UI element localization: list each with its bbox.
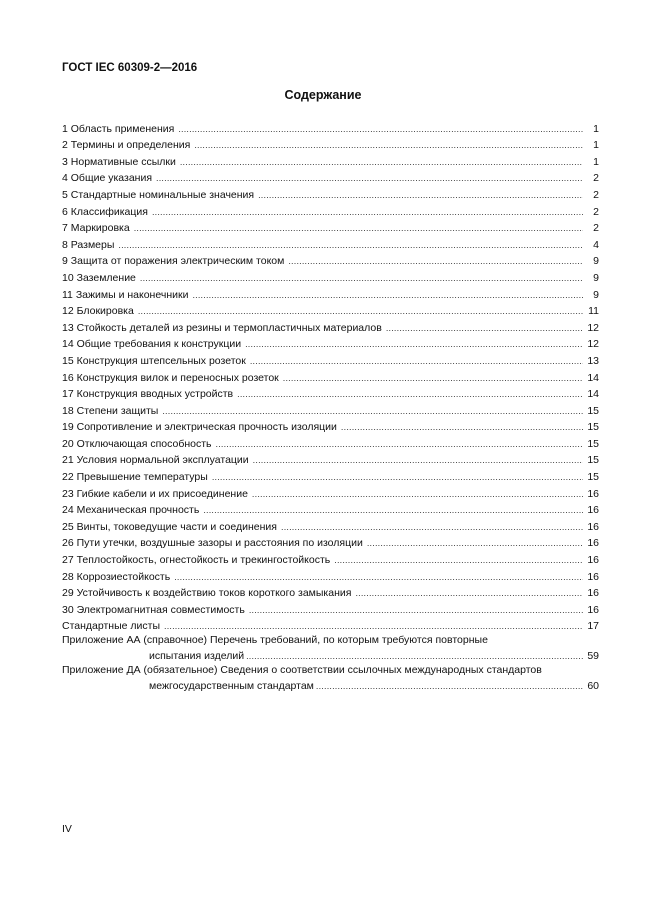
dot-leader <box>334 554 583 567</box>
toc-entry-text: Степени защиты <box>76 404 159 417</box>
toc-entry-number: 1 <box>62 122 68 135</box>
toc-entry[interactable] <box>62 550 599 567</box>
toc-entry-text: Термины и определения <box>70 139 191 152</box>
dot-leader <box>288 255 583 268</box>
toc-entry-text: Устойчивость к воздействию токов короткого замыкания <box>76 587 352 600</box>
toc-entry-title <box>62 504 201 517</box>
toc-entry[interactable] <box>62 617 599 634</box>
toc-entry-page: 9 <box>593 255 599 268</box>
toc-entry-number: 24 <box>62 504 74 517</box>
toc-entry-page: 1 <box>593 122 599 135</box>
toc-entry-number: 21 <box>62 454 74 467</box>
toc-entry-page: 2 <box>593 205 599 218</box>
toc-entry[interactable] <box>62 219 599 236</box>
toc-entry-title <box>62 289 190 302</box>
toc-entry-text: Маркировка <box>70 222 130 235</box>
dot-leader <box>203 504 583 517</box>
toc-entry-page: 12 <box>587 321 599 334</box>
annex-title-line1: Приложение ДА (обязательное) Сведения о соответствии ссылочных международных стандартов <box>62 664 542 677</box>
dot-leader <box>245 338 583 351</box>
toc-entry-text: Нормативные ссылки <box>70 155 176 168</box>
toc-annex-entry[interactable] <box>62 664 599 693</box>
dot-leader <box>212 471 583 484</box>
toc-entry-number: 20 <box>62 437 74 450</box>
toc-entry-number: 29 <box>62 587 74 600</box>
toc-entry-number: 11 <box>62 288 73 301</box>
toc-entry-title <box>62 554 332 567</box>
toc-entry-number: 18 <box>62 404 74 417</box>
dot-leader <box>367 537 583 550</box>
toc-entry-title <box>62 454 251 467</box>
annex-title-line2: испытания изделий <box>149 650 245 663</box>
toc-entry-title <box>62 388 235 401</box>
toc-entry-title <box>62 372 281 385</box>
toc-entry-text: Зажимы и наконечники <box>75 288 189 301</box>
toc-entry-text: Область применения <box>70 122 175 135</box>
toc-entry[interactable] <box>62 385 599 402</box>
toc-entry-text: Общие требования к конструкции <box>76 338 242 351</box>
toc-title: Содержание <box>284 88 362 102</box>
toc-entry[interactable] <box>62 567 599 584</box>
toc-entry-title <box>62 355 248 368</box>
toc-entry-number: 7 <box>62 222 68 235</box>
toc-entry-number: 14 <box>62 338 74 351</box>
dot-leader <box>258 189 583 202</box>
toc-entry-text: Сопротивление и электрическая прочность изоляции <box>76 421 337 434</box>
toc-entry-title <box>62 222 132 235</box>
toc-entry-title <box>62 471 210 484</box>
annex-page: 59 <box>587 650 599 663</box>
toc-entry-page: 16 <box>587 504 599 517</box>
toc-entry-title <box>62 537 365 550</box>
toc-entry-number: 23 <box>62 487 74 500</box>
dot-leader <box>138 305 583 318</box>
toc-entry-text: Теплостойкость, огнестойкость и трекингостойкость <box>76 554 331 567</box>
toc-entry[interactable] <box>62 534 599 551</box>
toc-entry-text: Стандартные листы <box>62 620 160 633</box>
toc-entry-title <box>62 156 178 169</box>
toc-entry-text: Коррозиестойкость <box>76 570 171 583</box>
toc-entry-title <box>62 604 247 617</box>
toc-entry[interactable] <box>62 235 599 252</box>
toc-entry[interactable] <box>62 501 599 518</box>
toc-entry-page: 15 <box>587 437 599 450</box>
dot-leader <box>134 222 583 235</box>
toc-entry[interactable] <box>62 517 599 534</box>
dot-leader <box>216 438 584 451</box>
toc-entry-number: 27 <box>62 554 74 567</box>
toc-entry-title <box>62 206 150 219</box>
dot-leader <box>152 206 583 219</box>
toc-entry-page: 16 <box>587 520 599 533</box>
dot-leader <box>249 604 583 617</box>
toc-entry[interactable] <box>62 600 599 617</box>
toc-entry-title <box>62 123 176 136</box>
toc-entry-page: 14 <box>587 371 599 384</box>
toc-entry-number: 8 <box>62 238 68 251</box>
toc-entry-page: 13 <box>587 354 599 367</box>
toc-entry-text: Размеры <box>70 238 115 251</box>
toc-entry-number: 3 <box>62 155 68 168</box>
annex-page: 60 <box>587 680 599 693</box>
toc-entry-title <box>62 405 160 418</box>
dot-leader <box>118 239 583 252</box>
toc-entry[interactable] <box>62 169 599 186</box>
toc-entry[interactable] <box>62 252 599 269</box>
toc-entry-number: 25 <box>62 520 74 533</box>
annex-title-line2-row <box>62 647 599 663</box>
toc-entry[interactable] <box>62 434 599 451</box>
toc-entry-page: 9 <box>593 288 599 301</box>
dot-leader <box>252 488 583 501</box>
dot-leader <box>178 123 583 136</box>
toc-entry-number: 10 <box>62 271 74 284</box>
dot-leader <box>164 620 583 633</box>
toc-entry-number: 26 <box>62 537 74 550</box>
table-of-contents <box>62 119 599 693</box>
toc-entry-title <box>62 488 250 501</box>
toc-entry-title <box>62 172 154 185</box>
toc-entry-page: 15 <box>587 404 599 417</box>
toc-entry-title <box>62 571 172 584</box>
toc-entry-number: 30 <box>62 603 74 616</box>
toc-entry[interactable] <box>62 584 599 601</box>
toc-entry-text: Электромагнитная совместимость <box>76 603 245 616</box>
toc-entry-text: Классификация <box>70 205 148 218</box>
toc-entry-text: Конструкция вилок и переносных розеток <box>76 371 279 384</box>
toc-entry-text: Блокировка <box>76 305 134 318</box>
toc-entry-page: 15 <box>587 454 599 467</box>
toc-entry[interactable] <box>62 302 599 319</box>
toc-entry-page: 2 <box>593 172 599 185</box>
toc-entry-title <box>62 255 286 268</box>
dot-leader <box>341 421 583 434</box>
toc-entry-title <box>62 587 353 600</box>
toc-entry-text: Общие указания <box>70 172 153 185</box>
toc-entry-title <box>62 139 192 152</box>
toc-entry-title <box>62 438 214 451</box>
toc-entry-number: 2 <box>62 139 68 152</box>
toc-entry-number: 16 <box>62 371 74 384</box>
dot-leader <box>253 454 583 467</box>
toc-entry-title <box>62 189 256 202</box>
toc-entry-page: 16 <box>587 603 599 616</box>
toc-entry-text: Конструкция вводных устройств <box>76 388 234 401</box>
toc-entry[interactable] <box>62 318 599 335</box>
toc-entry-number: 28 <box>62 570 74 583</box>
dot-leader <box>192 289 583 302</box>
dot-leader <box>162 405 583 418</box>
toc-entry-title <box>62 421 339 434</box>
toc-entry-text: Стойкость деталей из резины и термопластичных материалов <box>76 321 382 334</box>
toc-entry-page: 4 <box>593 238 599 251</box>
dot-leader <box>237 388 583 401</box>
dot-leader <box>316 680 583 693</box>
toc-entry-page: 2 <box>593 222 599 235</box>
toc-entry[interactable] <box>62 351 599 368</box>
toc-entry-title <box>62 272 138 285</box>
toc-entry[interactable] <box>62 368 599 385</box>
toc-entry-page: 17 <box>587 620 599 633</box>
toc-entry-page: 16 <box>587 537 599 550</box>
dot-leader <box>283 372 583 385</box>
annex-title-line1: Приложение АА (справочное) Перечень требований, по которым требуются повторные <box>62 634 488 647</box>
toc-entry-number: 13 <box>62 321 74 334</box>
toc-entry-text: Конструкция штепсельных розеток <box>76 354 246 367</box>
toc-entry[interactable] <box>62 401 599 418</box>
toc-entry-page: 15 <box>587 421 599 434</box>
toc-entry-text: Пути утечки, воздушные зазоры и расстояния по изоляции <box>76 537 363 550</box>
document-code: ГОСТ IEC 60309-2—2016 <box>62 62 198 74</box>
toc-entry-number: 9 <box>62 255 68 268</box>
toc-entry-number: 22 <box>62 471 74 484</box>
dot-leader <box>140 272 583 285</box>
toc-entry-title <box>62 521 279 534</box>
dot-leader <box>281 521 583 534</box>
toc-entry-page: 11 <box>588 305 599 318</box>
toc-entry[interactable] <box>62 202 599 219</box>
toc-entry-number: 17 <box>62 388 74 401</box>
toc-entry-text: Механическая прочность <box>76 504 200 517</box>
toc-entry-page: 1 <box>593 139 599 152</box>
toc-entry-title <box>62 305 136 318</box>
page-number: IV <box>62 823 72 835</box>
toc-entry[interactable] <box>62 136 599 153</box>
toc-entry-text: Превышение температуры <box>76 471 208 484</box>
toc-entry-text: Заземление <box>76 271 136 284</box>
toc-entry-text: Стандартные номинальные значения <box>70 188 255 201</box>
toc-entry[interactable] <box>62 119 599 136</box>
dot-leader <box>156 172 583 185</box>
dot-leader <box>250 355 583 368</box>
toc-entry[interactable] <box>62 451 599 468</box>
toc-entry-number: 6 <box>62 205 68 218</box>
dot-leader <box>180 156 583 169</box>
toc-entry[interactable] <box>62 467 599 484</box>
toc-entry-page: 14 <box>587 388 599 401</box>
toc-entry-text: Гибкие кабели и их присоединение <box>76 487 248 500</box>
dot-leader <box>386 322 583 335</box>
toc-entry[interactable] <box>62 484 599 501</box>
toc-entry-title <box>62 322 384 335</box>
toc-entry-page: 16 <box>587 554 599 567</box>
toc-entry-number: 19 <box>62 421 74 434</box>
dot-leader <box>174 571 583 584</box>
toc-entry-number: 15 <box>62 354 74 367</box>
toc-entry-page: 16 <box>587 587 599 600</box>
annex-title-line2: межгосударственным стандартам <box>149 680 314 693</box>
toc-entry[interactable] <box>62 418 599 435</box>
toc-entry[interactable] <box>62 152 599 169</box>
toc-entry[interactable] <box>62 185 599 202</box>
toc-entry-number: 5 <box>62 188 68 201</box>
toc-entry-page: 16 <box>587 570 599 583</box>
toc-entry-text: Отключающая способность <box>76 437 212 450</box>
toc-entry-title <box>62 338 243 351</box>
toc-entry-text: Винты, токоведущие части и соединения <box>76 520 277 533</box>
toc-entry-page: 2 <box>593 188 599 201</box>
toc-entry-title <box>62 239 116 252</box>
dot-leader <box>355 587 583 600</box>
toc-entry[interactable] <box>62 285 599 302</box>
toc-entry-text: Защита от поражения электрическим током <box>70 255 285 268</box>
toc-entry[interactable] <box>62 268 599 285</box>
toc-entry[interactable] <box>62 335 599 352</box>
toc-entry-number: 4 <box>62 172 68 185</box>
toc-entry-page: 15 <box>587 471 599 484</box>
toc-entry-title <box>62 620 162 633</box>
dot-leader <box>246 650 583 663</box>
toc-entry-text: Условия нормальной эксплуатации <box>76 454 249 467</box>
annex-title-line2-row <box>62 677 599 693</box>
toc-entry-page: 9 <box>593 271 599 284</box>
toc-entry-number: 12 <box>62 305 74 318</box>
toc-entry-page: 1 <box>593 155 599 168</box>
dot-leader <box>194 139 583 152</box>
toc-entry-page: 16 <box>587 487 599 500</box>
toc-annex-entry[interactable] <box>62 634 599 663</box>
toc-entry-page: 12 <box>587 338 599 351</box>
